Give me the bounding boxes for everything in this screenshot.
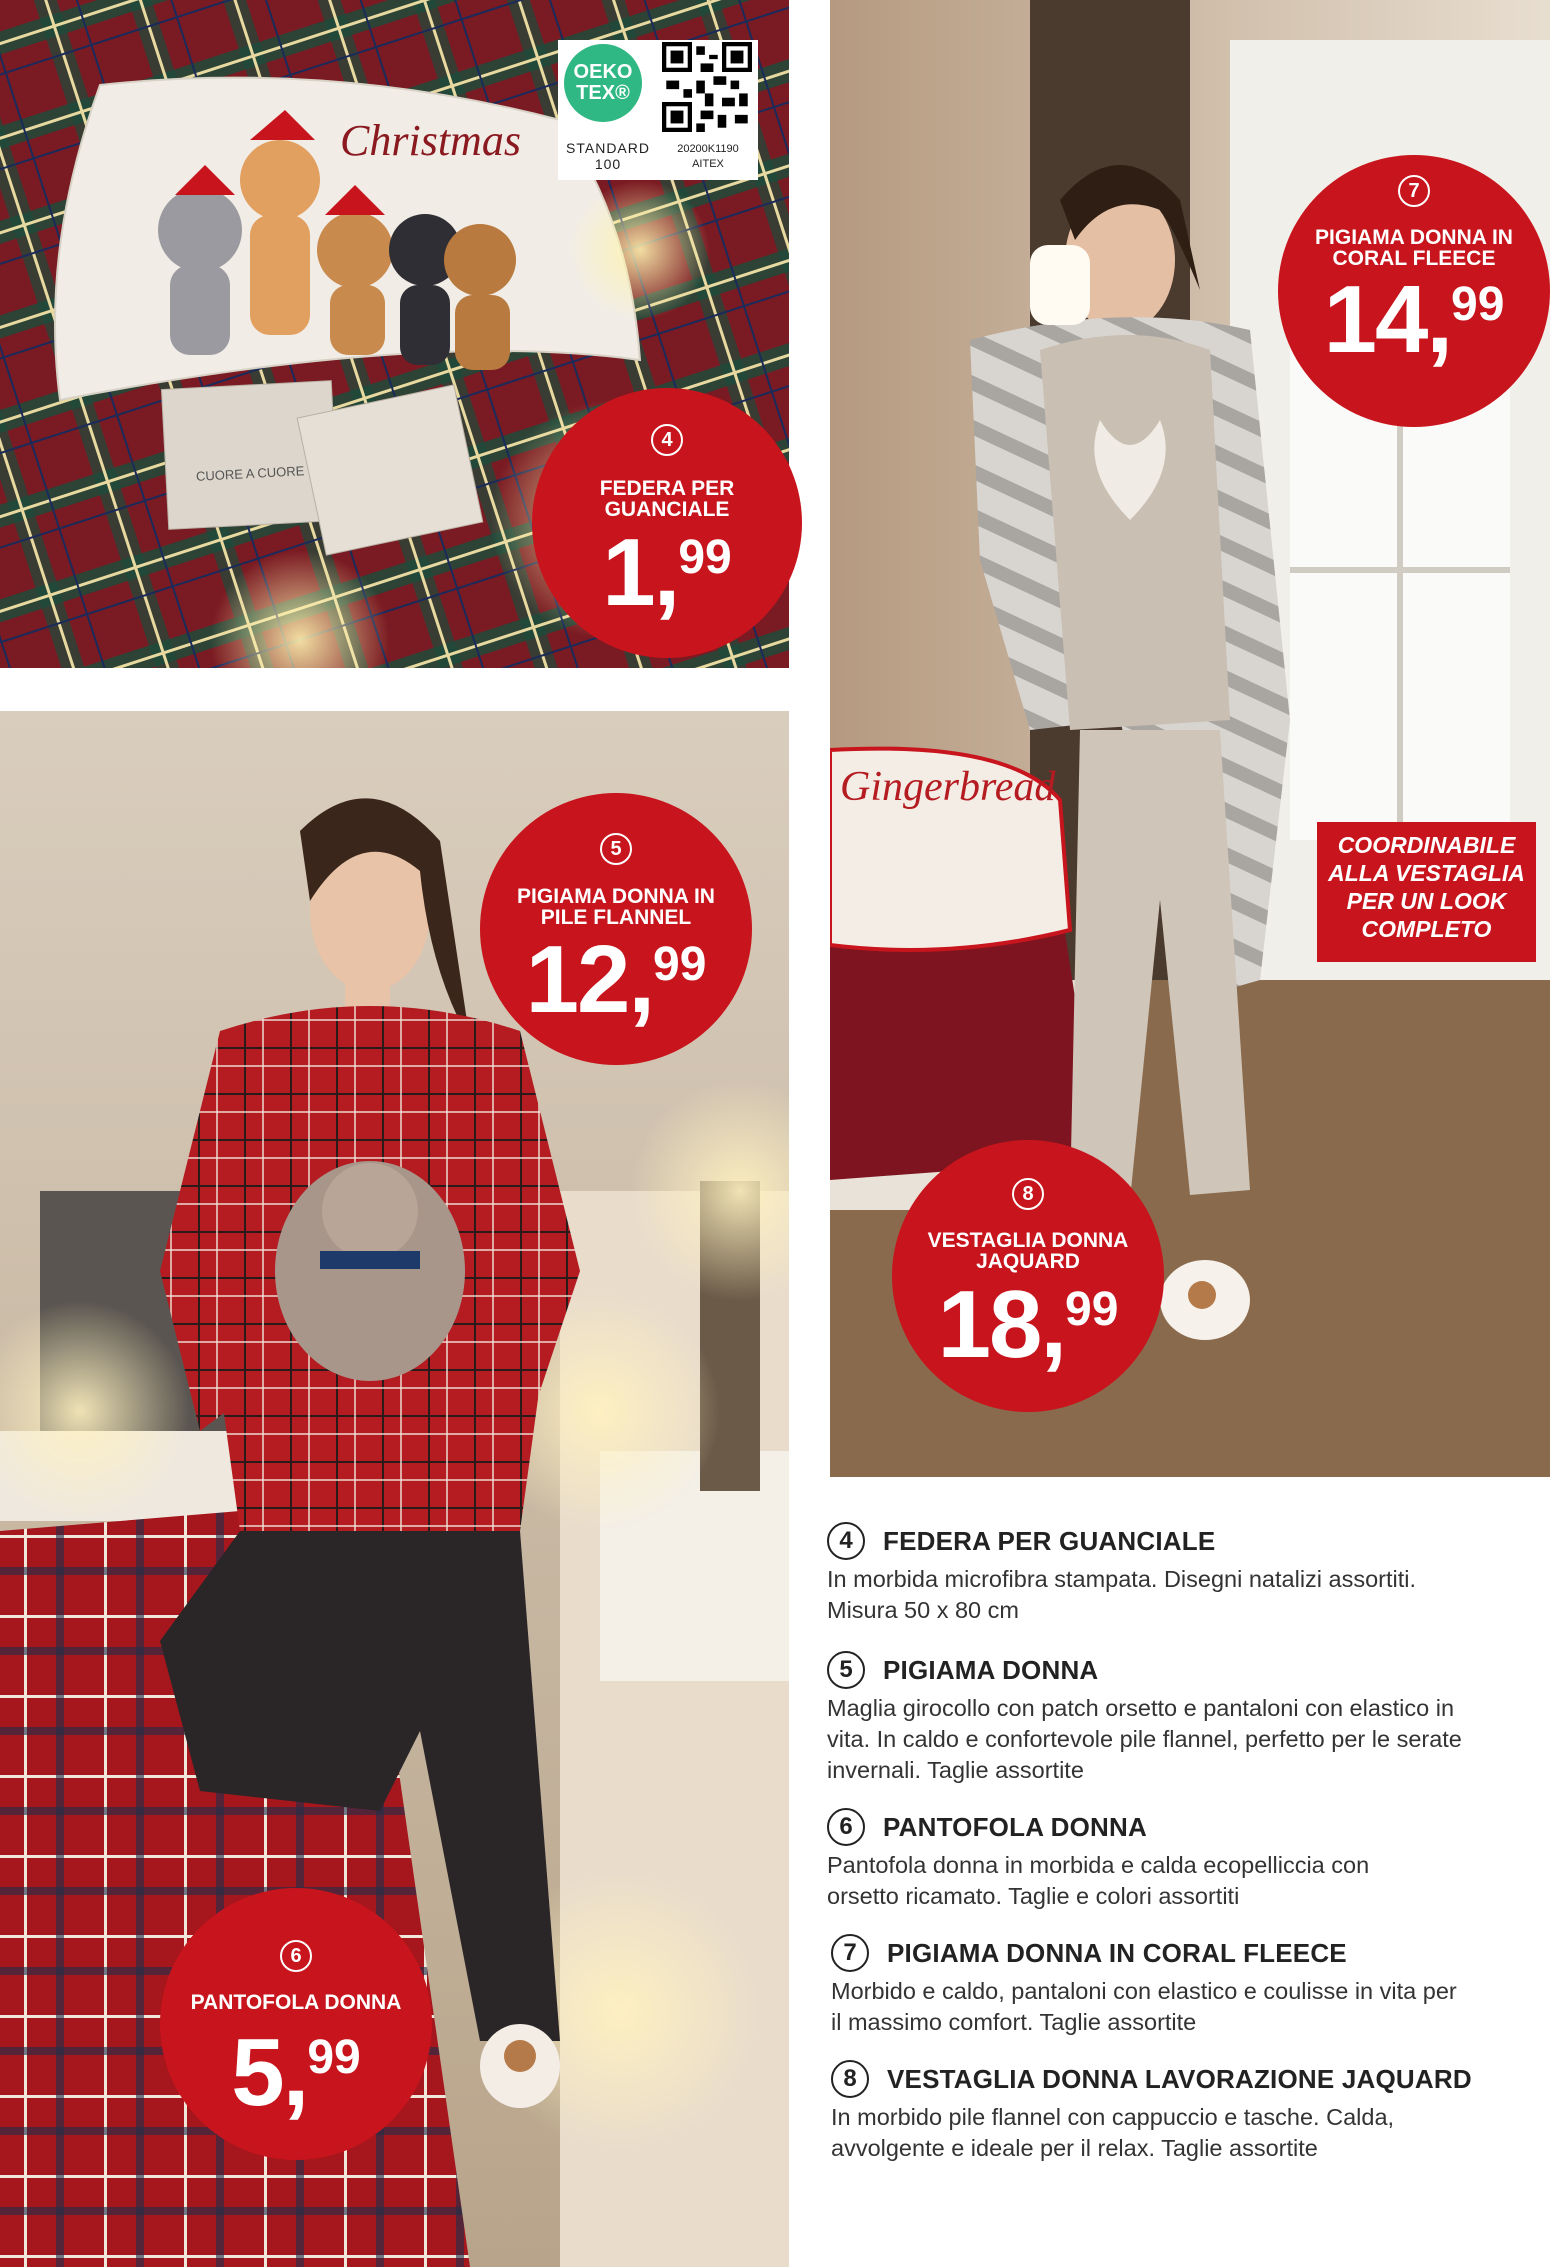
badge-number: 4 — [651, 424, 683, 456]
qr-code-icon — [662, 42, 752, 132]
badge-product-name: VESTAGLIA DONNA JAQUARD — [927, 1229, 1129, 1273]
badge-price — [1278, 265, 1550, 375]
package-label: CUORE A CUORE — [195, 463, 305, 484]
product-number: 8 — [831, 2060, 869, 2098]
badge-product-name: PIGIAMA DONNA IN PILE FLANNEL — [517, 885, 715, 929]
price-decimals: 99 — [307, 2031, 361, 2084]
certification-issuer: AITEX — [692, 158, 724, 170]
product-title: VESTAGLIA DONNA LAVORAZIONE JAQUARD — [887, 2063, 1472, 2094]
price-integer: 5, — [231, 2019, 308, 2126]
product-description: In morbido pile flannel con cappuccio e tasche. Calda, avvolgente e ideale per il relax. Taglie assortite — [831, 2104, 1395, 2161]
oeko-code — [658, 142, 758, 172]
pillow-print-text: Christmas — [340, 116, 521, 165]
price-decimals: 99 — [1065, 1283, 1119, 1336]
product-title: PIGIAMA DONNA — [883, 1654, 1099, 1685]
product-number: 4 — [827, 1522, 865, 1560]
product-number: 7 — [831, 1934, 869, 1972]
pillow — [55, 78, 640, 400]
oeko-standard — [558, 140, 658, 172]
badge-price — [892, 1270, 1164, 1380]
price-badge-pigiama-coral — [1278, 155, 1550, 427]
price-integer: 12, — [525, 926, 654, 1033]
product-title: PANTOFOLA DONNA — [883, 1811, 1147, 1842]
product-title: FEDERA PER GUANCIALE — [883, 1525, 1216, 1556]
product-pigiama-donna — [827, 1648, 1527, 1786]
badge-price — [160, 2018, 432, 2128]
callout-text: COORDINABILE ALLA VESTAGLIA PER UN LOOK COMPLETO — [1328, 832, 1525, 942]
badge-product-name: FEDERA PER GUANCIALE — [599, 477, 735, 521]
oeko-line1: OEKO — [573, 61, 633, 83]
product-pantofola — [827, 1805, 1527, 1912]
product-header — [827, 1805, 1527, 1849]
oeko-line2: TEX® — [576, 82, 630, 104]
product-header — [831, 1931, 1531, 1975]
product-description: In morbida microfibra stampata. Disegni natalizi assortiti. Misura 50 x 80 cm — [827, 1566, 1417, 1623]
product-federa — [827, 1519, 1527, 1626]
price-badge-pigiama-flannel — [480, 793, 752, 1065]
standard-text: STANDARD — [566, 140, 650, 156]
badge-number: 6 — [280, 1940, 312, 1972]
product-header — [827, 1648, 1527, 1692]
standard-number: 100 — [594, 156, 622, 172]
price-decimals: 99 — [653, 938, 707, 991]
product-description: Pantofola donna in morbida e calda ecopelliccia con orsetto ricamato. Taglie e colori assortiti — [827, 1852, 1370, 1909]
badge-number: 8 — [1012, 1178, 1044, 1210]
badge-product-name: PIGIAMA DONNA IN CORAL FLEECE — [1315, 226, 1513, 270]
product-vestaglia — [831, 2057, 1531, 2164]
badge-number: 5 — [600, 833, 632, 865]
product-title: PIGIAMA DONNA IN CORAL FLEECE — [887, 1937, 1347, 1968]
certification-code: 20200K1190 — [677, 143, 739, 155]
oeko-tex-label — [558, 40, 758, 180]
price-integer: 18, — [937, 1271, 1066, 1378]
cushion-text: Gingerbread — [840, 764, 1056, 810]
price-integer: 1, — [602, 519, 679, 626]
gingerbread-cushion — [830, 749, 1070, 950]
product-number: 6 — [827, 1808, 865, 1846]
price-decimals: 99 — [1451, 278, 1505, 331]
price-integer: 14, — [1323, 266, 1452, 373]
product-number: 5 — [827, 1651, 865, 1689]
product-pigiama-coral — [831, 1931, 1531, 2038]
badge-price — [480, 925, 752, 1035]
product-header — [831, 2057, 1531, 2101]
coordinate-callout — [1317, 822, 1536, 962]
product-description: Maglia girocollo con patch orsetto e pantaloni con elastico in vita. In caldo e confortevole pile flannel, perfetto per le serate invernali. Taglie assortite — [827, 1695, 1462, 1783]
price-badge-federa — [532, 388, 802, 658]
oeko-tex-logo — [564, 44, 642, 122]
product-header — [827, 1519, 1527, 1563]
product-description: Morbido e caldo, pantaloni con elastico e coulisse in vita per il massimo comfort. Taglie assortite — [831, 1978, 1457, 2035]
badge-number: 7 — [1398, 175, 1430, 207]
price-badge-vestaglia — [892, 1140, 1164, 1412]
price-badge-pantofola — [160, 1888, 432, 2160]
badge-product-name: PANTOFOLA DONNA — [190, 1991, 402, 2014]
price-decimals: 99 — [678, 531, 732, 584]
badge-price — [532, 518, 802, 628]
